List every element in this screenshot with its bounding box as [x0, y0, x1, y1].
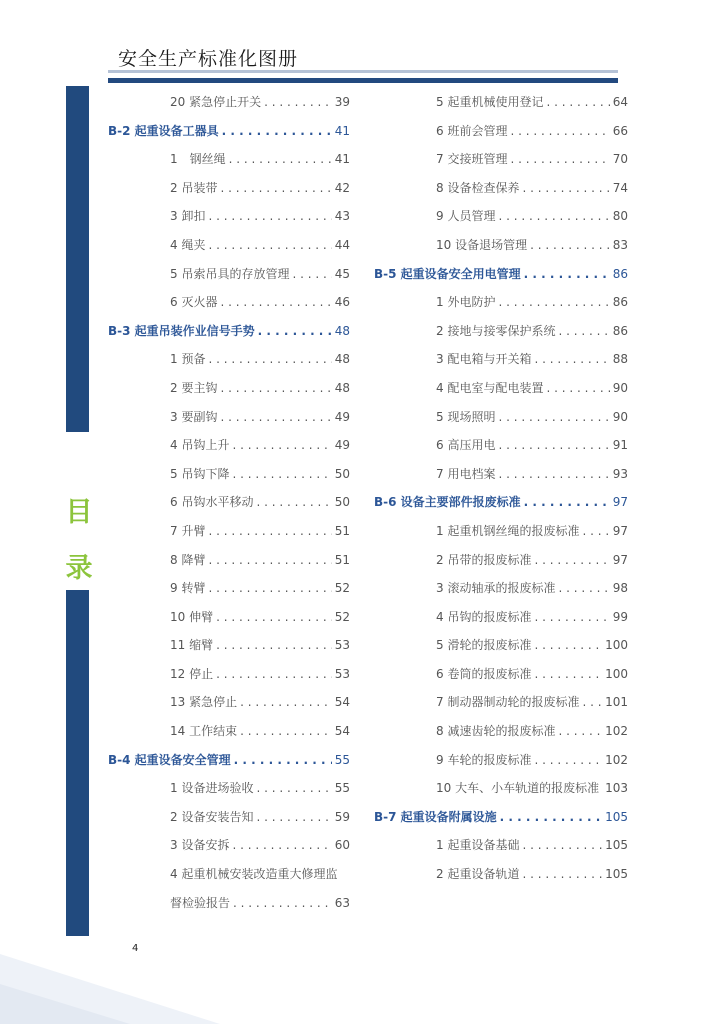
toc-entry-label: 10 伸臂 — [170, 609, 214, 624]
toc-entry[interactable] — [374, 431, 628, 460]
toc-leader-dots — [220, 374, 331, 403]
toc-leader-dots — [558, 717, 602, 746]
toc-entry-page: 105 — [605, 838, 628, 853]
toc-entry-label: 13 紧急停止 — [170, 695, 238, 710]
toc-leader-dots — [256, 803, 331, 832]
toc-entry[interactable] — [374, 403, 628, 432]
toc-entry[interactable] — [108, 403, 350, 432]
toc-leader-dots — [522, 831, 602, 860]
toc-entry[interactable] — [374, 688, 628, 717]
toc-entry-label: 9 人员管理 — [436, 209, 496, 224]
toc-entry-label: 8 减速齿轮的报废标准 — [436, 724, 556, 739]
toc-entry-label: 2 设备安装告知 — [170, 809, 254, 824]
toc-entry-label: 1 预备 — [170, 352, 206, 367]
toc-entry[interactable] — [374, 574, 628, 603]
corner-decoration — [0, 914, 220, 1024]
toc-entry-page: 51 — [334, 523, 350, 538]
toc-entry[interactable] — [374, 631, 628, 660]
toc-entry[interactable] — [374, 317, 628, 346]
toc-entry-label: 10 大车、小车轨道的报废标准 — [436, 781, 600, 796]
toc-entry-page: 53 — [334, 638, 350, 653]
toc-leader-dots — [232, 431, 331, 460]
toc-entry-label: B-7 起重设备附属设施 — [374, 809, 497, 824]
toc-entry-label: 3 要副钩 — [170, 409, 218, 424]
toc-entry[interactable] — [374, 746, 628, 775]
toc-entry-page: 55 — [334, 781, 350, 796]
toc-entry[interactable] — [108, 688, 350, 717]
toc-leader-dots — [220, 288, 331, 317]
toc-leader-dots — [208, 574, 331, 603]
toc-left-column — [108, 88, 350, 917]
toc-entry-page: 52 — [334, 609, 350, 624]
toc-section-entry[interactable] — [108, 317, 350, 346]
toc-entry-page: 74 — [612, 180, 628, 195]
toc-entry[interactable] — [108, 831, 350, 860]
toc-entry[interactable] — [374, 117, 628, 146]
toc-entry-page: 105 — [605, 867, 628, 882]
toc-entry-label: 20 紧急停止开关 — [170, 95, 262, 109]
toc-entry-page: 98 — [612, 581, 628, 596]
toc-leader-dots — [534, 746, 602, 775]
toc-entry-page: 83 — [612, 237, 628, 252]
toc-leader-dots — [522, 860, 602, 889]
toc-leader-dots — [558, 574, 609, 603]
toc-entry-page: 50 — [334, 466, 350, 481]
toc-entry[interactable] — [108, 374, 350, 403]
toc-entry-label: 1 起重机钢丝绳的报废标准 — [436, 523, 580, 538]
toc-leader-dots — [208, 546, 331, 575]
toc-entry-label: 5 吊钩下降 — [170, 466, 230, 481]
toc-entry-label: 3 卸扣 — [170, 209, 206, 224]
toc-entry[interactable] — [374, 603, 628, 632]
toc-entry[interactable] — [108, 460, 350, 489]
toc-entry-page: 41 — [334, 123, 350, 138]
toc-entry-label: 9 转臂 — [170, 581, 206, 596]
toc-leader-dots — [524, 488, 610, 517]
toc-entry[interactable] — [108, 488, 350, 517]
side-bar-top — [66, 86, 89, 432]
toc-leader-dots — [216, 631, 332, 660]
toc-entry-page: 90 — [612, 380, 628, 395]
toc-leader-dots — [500, 803, 602, 832]
toc-entry-page: 42 — [334, 180, 350, 195]
toc-entry-label: 14 工作结束 — [170, 724, 238, 739]
toc-entry[interactable] — [374, 717, 628, 746]
toc-leader-dots — [208, 202, 331, 231]
toc-entry-label: 10 设备退场管理 — [436, 237, 528, 252]
toc-entry[interactable] — [108, 260, 350, 289]
toc-entry-label: 5 起重机械使用登记 — [436, 95, 544, 109]
toc-entry-page: 54 — [334, 724, 350, 739]
toc-entry-page: 41 — [334, 152, 350, 167]
toc-leader-dots — [558, 317, 609, 346]
toc-entry-label: 6 高压用电 — [436, 438, 496, 453]
toc-entry-page: 97 — [612, 552, 628, 567]
side-title-char-2: 录 — [65, 553, 93, 584]
toc-entry-page: 99 — [612, 609, 628, 624]
toc-entry-label: 9 车轮的报废标准 — [436, 752, 532, 767]
toc-entry-label: 6 班前会管理 — [436, 123, 508, 138]
toc-leader-dots — [534, 546, 609, 575]
toc-entry-label: 7 用电档案 — [436, 466, 496, 481]
toc-entry[interactable] — [374, 288, 628, 317]
toc-entry-page: 105 — [605, 809, 628, 824]
toc-section-entry[interactable] — [108, 117, 350, 146]
toc-entry-page: 48 — [334, 352, 350, 367]
toc-leader-dots — [534, 603, 609, 632]
toc-leader-dots — [534, 345, 609, 374]
toc-entry-page: 46 — [334, 295, 350, 310]
toc-entry-label: 2 吊带的报废标准 — [436, 552, 532, 567]
toc-entry-label: B-2 起重设备工器具 — [108, 123, 219, 138]
toc-entry-page: 93 — [612, 466, 628, 481]
toc-entry-page: 101 — [605, 695, 628, 710]
toc-leader-dots — [498, 202, 609, 231]
header-rule-dark — [108, 78, 618, 83]
toc-leader-dots — [498, 431, 609, 460]
side-title-char-1: 目 — [65, 497, 93, 528]
toc-entry[interactable] — [108, 889, 350, 918]
toc-entry-label: 5 滑轮的报废标准 — [436, 638, 532, 653]
toc-entry[interactable] — [374, 660, 628, 689]
toc-entry[interactable] — [374, 831, 628, 860]
toc-entry-label: 7 交接班管理 — [436, 152, 508, 167]
toc-entry-page: 102 — [605, 752, 628, 767]
toc-entry-label: 2 吊装带 — [170, 180, 218, 195]
toc-entry-page: 60 — [334, 838, 350, 853]
toc-entry-label: 1 外电防护 — [436, 295, 496, 310]
toc-entry-page: 70 — [612, 152, 628, 167]
toc-leader-dots — [233, 889, 332, 918]
toc-entry-page: 102 — [605, 724, 628, 739]
toc-leader-dots — [582, 688, 602, 717]
toc-entry[interactable] — [108, 603, 350, 632]
toc-section-entry[interactable] — [108, 746, 350, 775]
toc-section-entry[interactable] — [374, 803, 628, 832]
toc-entry-label: 3 配电箱与开关箱 — [436, 352, 532, 367]
toc-entry-label: 1 起重设备基础 — [436, 838, 520, 853]
toc-entry[interactable] — [108, 88, 350, 117]
toc-entry-label: 12 停止 — [170, 666, 214, 681]
toc-entry-label: 11 缩臂 — [170, 638, 214, 653]
toc-section-entry[interactable] — [374, 260, 628, 289]
toc-entry-page: 97 — [612, 495, 628, 510]
toc-leader-dots — [216, 660, 332, 689]
toc-entry-label: 5 现场照明 — [436, 409, 496, 424]
toc-entry[interactable] — [108, 860, 350, 889]
toc-entry-page: 49 — [334, 438, 350, 453]
toc-entry[interactable] — [374, 88, 628, 117]
toc-entry-page: 88 — [612, 352, 628, 367]
toc-entry-page: 64 — [612, 95, 628, 109]
toc-entry-page: 97 — [612, 523, 628, 538]
toc-entry-label: 4 起重机械安装改造重大修理监 — [170, 867, 338, 882]
toc-entry-label: 4 配电室与配电装置 — [436, 380, 544, 395]
toc-entry[interactable] — [108, 345, 350, 374]
toc-leader-dots — [582, 517, 609, 546]
toc-leader-dots — [256, 774, 331, 803]
toc-entry-label: 8 设备检查保养 — [436, 180, 520, 195]
toc-leader-dots — [510, 117, 609, 146]
toc-leader-dots — [220, 174, 331, 203]
toc-entry-page: 48 — [334, 380, 350, 395]
toc-leader-dots — [534, 631, 602, 660]
toc-entry-label: 6 卷筒的报废标准 — [436, 666, 532, 681]
toc-entry[interactable] — [374, 517, 628, 546]
toc-entry-label: 2 接地与接零保护系统 — [436, 323, 556, 338]
toc-leader-dots — [234, 746, 332, 775]
toc-leader-dots — [232, 831, 331, 860]
toc-entry-page: 100 — [605, 638, 628, 653]
toc-leader-dots — [498, 288, 609, 317]
toc-leader-dots — [292, 260, 331, 289]
toc-entry-label: 督检验报告 — [170, 895, 231, 910]
toc-entry[interactable] — [108, 717, 350, 746]
toc-entry[interactable] — [108, 431, 350, 460]
toc-entry-label: 5 吊索吊具的存放管理 — [170, 266, 290, 281]
toc-entry-page: 103 — [605, 781, 628, 796]
toc-entry-page: 80 — [612, 209, 628, 224]
toc-entry-label: 1 设备进场验收 — [170, 781, 254, 796]
toc-entry[interactable] — [108, 574, 350, 603]
toc-entry[interactable] — [374, 774, 628, 803]
toc-entry[interactable] — [108, 202, 350, 231]
toc-leader-dots — [229, 145, 332, 174]
toc-entry-page: 54 — [334, 695, 350, 710]
toc-entry-label: 3 设备安拆 — [170, 838, 230, 853]
toc-leader-dots — [530, 231, 610, 260]
toc-entry-label: 2 要主钩 — [170, 380, 218, 395]
toc-entry[interactable] — [374, 202, 628, 231]
toc-entry-page: 90 — [612, 409, 628, 424]
toc-entry-page: 86 — [612, 323, 628, 338]
toc-entry[interactable] — [108, 631, 350, 660]
toc-entry[interactable] — [108, 774, 350, 803]
toc-entry-page: 52 — [334, 581, 350, 596]
toc-entry-label: 6 吊钩水平移动 — [170, 495, 254, 510]
toc-leader-dots — [256, 488, 331, 517]
toc-entry-label: 6 灭火器 — [170, 295, 218, 310]
toc-entry-page: 51 — [334, 552, 350, 567]
toc-entry-label: B-3 起重吊装作业信号手势 — [108, 323, 255, 338]
toc-leader-dots — [534, 660, 602, 689]
toc-leader-dots — [264, 88, 332, 117]
toc-entry-page: 55 — [334, 752, 350, 767]
toc-entry-label: B-4 起重设备安全管理 — [108, 752, 231, 767]
toc-entry[interactable] — [108, 231, 350, 260]
toc-entry[interactable] — [374, 546, 628, 575]
toc-entry[interactable] — [108, 803, 350, 832]
toc-entry-page: 39 — [334, 95, 350, 109]
toc-leader-dots — [510, 145, 609, 174]
toc-entry-page: 48 — [334, 323, 350, 338]
toc-entry[interactable] — [108, 288, 350, 317]
toc-entry[interactable] — [374, 145, 628, 174]
toc-entry-page: 59 — [334, 809, 350, 824]
toc-entry[interactable] — [108, 174, 350, 203]
toc-entry-page: 45 — [334, 266, 350, 281]
toc-leader-dots — [258, 317, 332, 346]
toc-entry-page: 63 — [334, 895, 350, 910]
toc-entry-page: 43 — [334, 209, 350, 224]
toc-entry[interactable] — [374, 345, 628, 374]
side-bar-bottom — [66, 590, 89, 936]
toc-entry-label: 3 滚动轴承的报废标准 — [436, 581, 556, 596]
toc-entry-page: 50 — [334, 495, 350, 510]
toc-leader-dots — [220, 403, 331, 432]
toc-entry-label: 4 吊钩上升 — [170, 438, 230, 453]
toc-entry-label: 2 起重设备轨道 — [436, 867, 520, 882]
toc-entry[interactable] — [374, 860, 628, 889]
toc-leader-dots — [216, 603, 332, 632]
toc-leader-dots — [208, 517, 331, 546]
toc-entry[interactable] — [374, 460, 628, 489]
toc-entry-page: 66 — [612, 123, 628, 138]
toc-entry-page: 86 — [612, 295, 628, 310]
toc-leader-dots — [208, 345, 331, 374]
toc-leader-dots — [240, 717, 332, 746]
page-number: 4 — [132, 943, 139, 954]
toc-entry-page: 100 — [605, 666, 628, 681]
toc-entry-page: 49 — [334, 409, 350, 424]
toc-entry[interactable] — [374, 374, 628, 403]
toc-leader-dots — [208, 231, 331, 260]
toc-leader-dots — [524, 260, 610, 289]
toc-entry-page: 53 — [334, 666, 350, 681]
toc-leader-dots — [498, 460, 609, 489]
toc-leader-dots — [498, 403, 609, 432]
toc-entry[interactable] — [108, 145, 350, 174]
toc-entry-page: 91 — [612, 438, 628, 453]
document-title: 安全生产标准化图册 — [118, 48, 299, 70]
toc-leader-dots — [222, 117, 332, 146]
toc-entry[interactable] — [108, 660, 350, 689]
toc-entry-label: 1 钢丝绳 — [170, 152, 226, 167]
toc-entry[interactable] — [108, 517, 350, 546]
toc-entry[interactable] — [374, 231, 628, 260]
toc-entry-page: 86 — [612, 266, 628, 281]
header-rule-light — [108, 70, 618, 73]
toc-entry-label: 4 绳夹 — [170, 237, 206, 252]
toc-right-column — [374, 88, 628, 889]
toc-entry[interactable] — [108, 546, 350, 575]
toc-entry-page: 44 — [334, 237, 350, 252]
toc-entry-label: B-5 起重设备安全用电管理 — [374, 266, 521, 281]
toc-leader-dots — [546, 88, 609, 117]
toc-entry-label: 7 制动器制动轮的报废标准 — [436, 695, 580, 710]
toc-leader-dots — [240, 688, 332, 717]
toc-entry-label: 4 吊钩的报废标准 — [436, 609, 532, 624]
toc-section-entry[interactable] — [374, 488, 628, 517]
toc-leader-dots — [522, 174, 609, 203]
toc-entry-label: B-6 设备主要部件报废标准 — [374, 495, 521, 510]
toc-leader-dots — [232, 460, 331, 489]
toc-leader-dots — [546, 374, 609, 403]
toc-entry-label: 7 升臂 — [170, 523, 206, 538]
toc-entry-label: 8 降臂 — [170, 552, 206, 567]
toc-entry[interactable] — [374, 174, 628, 203]
